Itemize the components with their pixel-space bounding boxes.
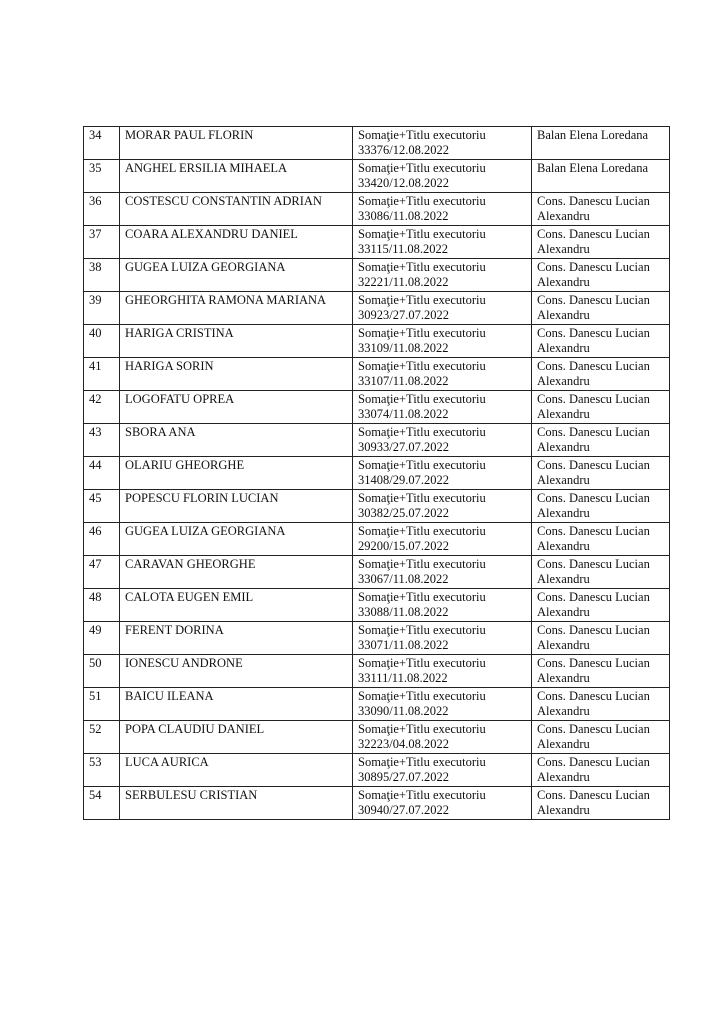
row-number: 49	[89, 623, 102, 637]
responsible-cell	[532, 589, 670, 622]
document-type: Somaţie+Titlu executoriu	[358, 491, 486, 505]
debtor-name: POPESCU FLORIN LUCIAN	[125, 491, 279, 505]
row-number-cell	[84, 622, 120, 655]
responsible-cell	[532, 127, 670, 160]
responsible-cell	[532, 391, 670, 424]
row-number-cell	[84, 259, 120, 292]
row-number: 45	[89, 491, 102, 505]
row-number: 41	[89, 359, 102, 373]
responsible-line-2: Alexandru	[537, 539, 590, 553]
debtor-name: MORAR PAUL FLORIN	[125, 128, 254, 142]
row-number: 38	[89, 260, 102, 274]
row-number-cell	[84, 292, 120, 325]
responsible-cell	[532, 556, 670, 589]
document-type: Somaţie+Titlu executoriu	[358, 689, 486, 703]
table-row	[84, 259, 670, 292]
responsible-line-2: Alexandru	[537, 506, 590, 520]
responsible-line-2: Alexandru	[537, 242, 590, 256]
table-row	[84, 589, 670, 622]
responsible-cell	[532, 490, 670, 523]
debtor-name: COSTESCU CONSTANTIN ADRIAN	[125, 194, 322, 208]
debtor-name-cell	[120, 490, 353, 523]
responsible-line-2: Alexandru	[537, 407, 590, 421]
notices-table	[83, 126, 670, 820]
debtor-name: COARA ALEXANDRU DANIEL	[125, 227, 298, 241]
table-row	[84, 391, 670, 424]
responsible-cell	[532, 424, 670, 457]
responsible-line-2: Alexandru	[537, 770, 590, 784]
row-number-cell	[84, 787, 120, 820]
row-number-cell	[84, 457, 120, 490]
responsible-line-2: Alexandru	[537, 341, 590, 355]
document-reference: 33420/12.08.2022	[358, 176, 449, 190]
debtor-name: SBORA ANA	[125, 425, 196, 439]
document-cell	[353, 589, 532, 622]
debtor-name: BAICU ILEANA	[125, 689, 214, 703]
document-cell	[353, 556, 532, 589]
row-number-cell	[84, 160, 120, 193]
document-type: Somaţie+Titlu executoriu	[358, 590, 486, 604]
responsible-line-2: Alexandru	[537, 308, 590, 322]
responsible-cell	[532, 721, 670, 754]
responsible-line-2: Alexandru	[537, 737, 590, 751]
document-cell	[353, 754, 532, 787]
responsible-line-1: Cons. Danescu Lucian	[537, 425, 650, 439]
document-cell	[353, 259, 532, 292]
responsible-line-1: Cons. Danescu Lucian	[537, 260, 650, 274]
document-type: Somaţie+Titlu executoriu	[358, 293, 486, 307]
document-cell	[353, 655, 532, 688]
document-reference: 30933/27.07.2022	[358, 440, 449, 454]
debtor-name-cell	[120, 688, 353, 721]
debtor-name: POPA CLAUDIU DANIEL	[125, 722, 265, 736]
responsible-cell	[532, 787, 670, 820]
responsible-cell	[532, 325, 670, 358]
document-reference: 30923/27.07.2022	[358, 308, 449, 322]
table-row	[84, 754, 670, 787]
row-number: 51	[89, 689, 102, 703]
table-row	[84, 358, 670, 391]
row-number: 40	[89, 326, 102, 340]
responsible-cell	[532, 655, 670, 688]
row-number: 35	[89, 161, 102, 175]
responsible-cell	[532, 193, 670, 226]
responsible-line-2: Alexandru	[537, 572, 590, 586]
table-row	[84, 490, 670, 523]
row-number: 54	[89, 788, 102, 802]
row-number-cell	[84, 127, 120, 160]
document-reference: 32221/11.08.2022	[358, 275, 449, 289]
responsible-cell	[532, 358, 670, 391]
document-cell	[353, 160, 532, 193]
table-row	[84, 292, 670, 325]
row-number: 34	[89, 128, 102, 142]
debtor-name-cell	[120, 556, 353, 589]
responsible-line-1: Cons. Danescu Lucian	[537, 755, 650, 769]
document-cell	[353, 490, 532, 523]
debtor-name-cell	[120, 787, 353, 820]
document-reference: 33107/11.08.2022	[358, 374, 449, 388]
debtor-name: CALOTA EUGEN EMIL	[125, 590, 254, 604]
document-reference: 32223/04.08.2022	[358, 737, 449, 751]
document-reference: 33088/11.08.2022	[358, 605, 449, 619]
document-type: Somaţie+Titlu executoriu	[358, 788, 486, 802]
document-cell	[353, 226, 532, 259]
debtor-name-cell	[120, 457, 353, 490]
responsible-line-1: Cons. Danescu Lucian	[537, 524, 650, 538]
document-type: Somaţie+Titlu executoriu	[358, 458, 486, 472]
row-number-cell	[84, 193, 120, 226]
responsible-line-2: Alexandru	[537, 638, 590, 652]
debtor-name-cell	[120, 754, 353, 787]
document-reference: 30895/27.07.2022	[358, 770, 449, 784]
debtor-name-cell	[120, 622, 353, 655]
document-type: Somaţie+Titlu executoriu	[358, 260, 486, 274]
responsible-line-1: Cons. Danescu Lucian	[537, 590, 650, 604]
document-type: Somaţie+Titlu executoriu	[358, 425, 486, 439]
document-reference: 33376/12.08.2022	[358, 143, 449, 157]
document-reference: 33074/11.08.2022	[358, 407, 449, 421]
row-number: 39	[89, 293, 102, 307]
document-type: Somaţie+Titlu executoriu	[358, 227, 486, 241]
row-number-cell	[84, 226, 120, 259]
row-number: 37	[89, 227, 102, 241]
debtor-name-cell	[120, 292, 353, 325]
debtor-name-cell	[120, 259, 353, 292]
debtor-name: ANGHEL ERSILIA MIHAELA	[125, 161, 288, 175]
table-row	[84, 655, 670, 688]
row-number: 53	[89, 755, 102, 769]
document-type: Somaţie+Titlu executoriu	[358, 557, 486, 571]
document-cell	[353, 193, 532, 226]
document-reference: 31408/29.07.2022	[358, 473, 449, 487]
responsible-line-1: Cons. Danescu Lucian	[537, 392, 650, 406]
table-row	[84, 160, 670, 193]
debtor-name: FERENT DORINA	[125, 623, 224, 637]
row-number: 47	[89, 557, 102, 571]
document-type: Somaţie+Titlu executoriu	[358, 755, 486, 769]
document-cell	[353, 787, 532, 820]
document-cell	[353, 358, 532, 391]
document-reference: 33090/11.08.2022	[358, 704, 449, 718]
row-number-cell	[84, 523, 120, 556]
responsible-cell	[532, 292, 670, 325]
document-reference: 33109/11.08.2022	[358, 341, 449, 355]
responsible-cell	[532, 226, 670, 259]
row-number-cell	[84, 688, 120, 721]
debtor-name-cell	[120, 391, 353, 424]
document-type: Somaţie+Titlu executoriu	[358, 359, 486, 373]
responsible-line-1: Cons. Danescu Lucian	[537, 689, 650, 703]
debtor-name: GHEORGHITA RAMONA MARIANA	[125, 293, 327, 307]
responsible-cell	[532, 160, 670, 193]
responsible-cell	[532, 457, 670, 490]
row-number: 52	[89, 722, 102, 736]
responsible-cell	[532, 622, 670, 655]
document-type: Somaţie+Titlu executoriu	[358, 128, 486, 142]
debtor-name: LOGOFATU OPREA	[125, 392, 235, 406]
document-reference: 30382/25.07.2022	[358, 506, 449, 520]
document-cell	[353, 391, 532, 424]
responsible-line-1: Cons. Danescu Lucian	[537, 194, 650, 208]
table-row	[84, 325, 670, 358]
debtor-name: HARIGA SORIN	[125, 359, 214, 373]
debtor-name-cell	[120, 226, 353, 259]
debtor-name-cell	[120, 127, 353, 160]
responsible-line-2: Alexandru	[537, 671, 590, 685]
table-row	[84, 457, 670, 490]
document-type: Somaţie+Titlu executoriu	[358, 326, 486, 340]
row-number-cell	[84, 655, 120, 688]
document-reference: 33086/11.08.2022	[358, 209, 449, 223]
debtor-name: OLARIU GHEORGHE	[125, 458, 245, 472]
debtor-name-cell	[120, 424, 353, 457]
document-type: Somaţie+Titlu executoriu	[358, 392, 486, 406]
document-type: Somaţie+Titlu executoriu	[358, 623, 486, 637]
debtor-name-cell	[120, 721, 353, 754]
debtor-name: IONESCU ANDRONE	[125, 656, 243, 670]
table-row	[84, 721, 670, 754]
table-row	[84, 622, 670, 655]
document-cell	[353, 622, 532, 655]
document-type: Somaţie+Titlu executoriu	[358, 524, 486, 538]
document-cell	[353, 325, 532, 358]
responsible-line-1: Cons. Danescu Lucian	[537, 491, 650, 505]
responsible-line-1: Cons. Danescu Lucian	[537, 458, 650, 472]
responsible-line-1: Cons. Danescu Lucian	[537, 359, 650, 373]
responsible-line-1: Cons. Danescu Lucian	[537, 227, 650, 241]
responsible-line-2: Alexandru	[537, 704, 590, 718]
table-row	[84, 556, 670, 589]
document-reference: 33111/11.08.2022	[358, 671, 448, 685]
responsible-line-2: Alexandru	[537, 440, 590, 454]
row-number-cell	[84, 589, 120, 622]
document-cell	[353, 523, 532, 556]
table-row	[84, 424, 670, 457]
debtor-name: CARAVAN GHEORGHE	[125, 557, 256, 571]
responsible-line-1: Balan Elena Loredana	[537, 128, 649, 142]
debtor-name: GUGEA LUIZA GEORGIANA	[125, 260, 286, 274]
document-reference: 30940/27.07.2022	[358, 803, 449, 817]
document-cell	[353, 127, 532, 160]
row-number-cell	[84, 721, 120, 754]
responsible-line-1: Cons. Danescu Lucian	[537, 788, 650, 802]
row-number-cell	[84, 391, 120, 424]
row-number: 42	[89, 392, 102, 406]
responsible-cell	[532, 688, 670, 721]
table-row	[84, 226, 670, 259]
row-number: 44	[89, 458, 102, 472]
debtor-name-cell	[120, 358, 353, 391]
row-number-cell	[84, 358, 120, 391]
document-reference: 33115/11.08.2022	[358, 242, 449, 256]
document-type: Somaţie+Titlu executoriu	[358, 194, 486, 208]
responsible-line-2: Alexandru	[537, 473, 590, 487]
row-number: 50	[89, 656, 102, 670]
row-number: 43	[89, 425, 102, 439]
document-cell	[353, 424, 532, 457]
responsible-line-1: Balan Elena Loredana	[537, 161, 649, 175]
row-number-cell	[84, 424, 120, 457]
responsible-line-1: Cons. Danescu Lucian	[537, 293, 650, 307]
responsible-line-1: Cons. Danescu Lucian	[537, 722, 650, 736]
row-number: 46	[89, 524, 102, 538]
responsible-cell	[532, 523, 670, 556]
document-reference: 29200/15.07.2022	[358, 539, 449, 553]
responsible-cell	[532, 754, 670, 787]
document-cell	[353, 457, 532, 490]
responsible-line-2: Alexandru	[537, 605, 590, 619]
table-row	[84, 688, 670, 721]
responsible-line-1: Cons. Danescu Lucian	[537, 656, 650, 670]
document-reference: 33071/11.08.2022	[358, 638, 449, 652]
document-cell	[353, 721, 532, 754]
document-type: Somaţie+Titlu executoriu	[358, 656, 486, 670]
notices-table-body	[84, 127, 670, 820]
debtor-name: HARIGA CRISTINA	[125, 326, 234, 340]
debtor-name: LUCA AURICA	[125, 755, 209, 769]
debtor-name: GUGEA LUIZA GEORGIANA	[125, 524, 286, 538]
debtor-name-cell	[120, 523, 353, 556]
debtor-name-cell	[120, 325, 353, 358]
document-cell	[353, 292, 532, 325]
responsible-line-1: Cons. Danescu Lucian	[537, 623, 650, 637]
document-reference: 33067/11.08.2022	[358, 572, 449, 586]
row-number: 36	[89, 194, 102, 208]
responsible-line-2: Alexandru	[537, 803, 590, 817]
responsible-line-1: Cons. Danescu Lucian	[537, 557, 650, 571]
debtor-name-cell	[120, 589, 353, 622]
table-row	[84, 787, 670, 820]
row-number: 48	[89, 590, 102, 604]
responsible-cell	[532, 259, 670, 292]
responsible-line-1: Cons. Danescu Lucian	[537, 326, 650, 340]
responsible-line-2: Alexandru	[537, 209, 590, 223]
responsible-line-2: Alexandru	[537, 275, 590, 289]
table-row	[84, 127, 670, 160]
debtor-name: SERBULESU CRISTIAN	[125, 788, 258, 802]
debtor-name-cell	[120, 193, 353, 226]
document-type: Somaţie+Titlu executoriu	[358, 722, 486, 736]
row-number-cell	[84, 754, 120, 787]
row-number-cell	[84, 325, 120, 358]
table-row	[84, 193, 670, 226]
responsible-line-2: Alexandru	[537, 374, 590, 388]
document-type: Somaţie+Titlu executoriu	[358, 161, 486, 175]
debtor-name-cell	[120, 160, 353, 193]
row-number-cell	[84, 490, 120, 523]
table-row	[84, 523, 670, 556]
row-number-cell	[84, 556, 120, 589]
document-cell	[353, 688, 532, 721]
debtor-name-cell	[120, 655, 353, 688]
